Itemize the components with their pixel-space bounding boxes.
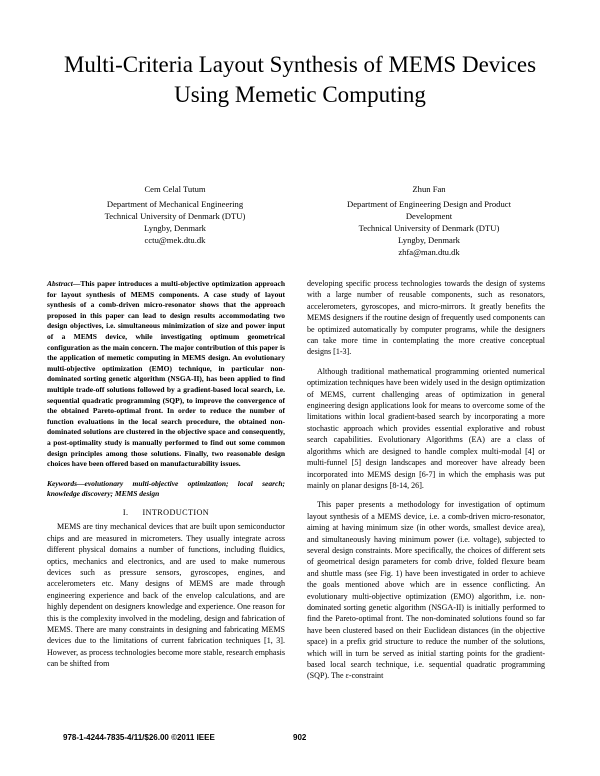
author-university: Technical University of Denmark (DTU) [358, 223, 500, 233]
paper-title [30, 50, 570, 110]
author-email: cctu@mek.dtu.dk [144, 235, 206, 245]
keywords-text: evolutionary multi-objective optimization; local search; knowledge discovery; MEMS design [47, 478, 285, 499]
keywords: Keywords—evolutionary multi-objective optimization; local search; knowledge discovery; MEMS design [47, 478, 285, 499]
author-location: Lyngby, Denmark [398, 235, 460, 245]
keywords-label: Keywords [47, 478, 77, 488]
footer-page-number: 902 [293, 733, 307, 742]
abstract: Abstract—This paper introduces a multi-objective optimization approach for layout synthesis of MEMS components. A case study of layout synthesis of a comb-driven micro-resonator shows that the approach proposed in this paper can lead to design results accommodating two design objectives, i.e. simultaneous minimization of size and power input of a MEMS device, while investigating optimum geometrical configuration as the main concern. The major contribution of this paper is the application of memetic computing in MEMS design. An evolutionary multi-objective optimization (EMO) technique, in particular non-dominated sorting genetic algorithm (NSGA-II), has been applied to find multiple trade-off solutions followed by a gradient-based local search, i.e. sequential quadratic programming (SQP), to improve the convergence of the obtained Pareto-optimal front. In order to reduce the number of function evaluations in the local search procedure, the obtained non-dominated solutions are clustered in the objective space and consequently, a post-optimality study is manually performed to find out some common design principles among those solutions. Finally, two reasonable design choices have been offered based on manufacturability issues. [47, 279, 285, 469]
author-department-cont: Development [405, 211, 453, 221]
author-block-2 [304, 183, 554, 258]
footer-isbn: 978-1-4244-7835-4/11/$26.00 ©2011 IEEE [63, 733, 215, 742]
abstract-label: Abstract [47, 279, 73, 288]
author-department: Department of Mechanical Engineering [106, 199, 244, 209]
intro-paragraph-3: Although traditional mathematical programming oriented numerical optimization techniques have been widely used in the design optimization of MEMS, current challenging areas of optimization in general engineering design applications look for means to overcome some of the limitations within local gradient-based search by incorporating a more stochastic approach which provides essential explorative and robust search capabilities. Evolutionary Algorithms (EA) are a class of algorithms which are designed to handle complex multi-modal [4] or multi-funnel [5] design landscapes and moreover have already been incorporated into MEMS design [6-7] in which the emphasis was put mainly on planar designs [8-14, 26]. [307, 366, 545, 490]
title-line-2: Using Memetic Computing [174, 82, 426, 107]
section-heading-introduction [47, 507, 285, 518]
intro-paragraph-1: MEMS are tiny mechanical devices that are built upon semiconductor chips and are measured in micrometers. They usually integrate across different physical domains a number of functions, including fluidics, optics, mechanics and electronics, and are used to make numerous devices such as pressure sensors, gyroscopes, engines, and accelerometers etc. Many designs of MEMS are made through engineering experience and back of the envelop calculations, and are highly dependent on designers knowledge and experience. One reason for this is the complexity involved in the modeling, design and fabrication of MEMS. There are many constraints in designing and fabricating MEMS devices due to the limitations of current fabrication techniques [1, 3]. However, as process technologies become more stable, research emphasis can be shifted from [47, 522, 285, 669]
author-location: Lyngby, Denmark [144, 223, 206, 233]
author-name: Cem Celal Tutum [144, 184, 206, 194]
intro-paragraph-2: developing specific process technologies towards the design of systems with a large number of reusable components, such as resonators, accelerometers, gyroscopes, and micro-mirrors. It greatly benefits the MEMS designers if the routine design of frequently used components can be optimized automatically by computer programs, while the designers can take more time in contemplating the more creative conceptual designs [1-3]. [307, 279, 545, 357]
intro-paragraph-4: This paper presents a methodology for investigation of optimum layout synthesis of a MEMS device, i.e. a comb-driven micro-resonator, aiming at having minimum size (in other words, smallest device area), and simultaneously having minimum power (i.e. voltage), subjected to several design constraints. More specifically, the choices of different sets of geometrical design parameters for comb drive, folded flexure beam and shuttle mass (see Fig. 1) have been investigated in order to achieve the goals mentioned above which are in essence conflicting. An evolutionary multi-objective optimization (EMO) algorithm, i.e. non-dominated sorting genetic algorithm (NSGA-II) is initially performed to find the Pareto-optimal front. The non-dominated solutions found so far have been clustered based on their Euclidean distances (in the objective space) in a prefix grid structure to reduce the number of the solutions, which will in turn be served as initial starting points for the gradient-based local search technique, i.e. sequential quadratic programming (SQP). The ε-constraint [307, 500, 545, 681]
author-university: Technical University of Denmark (DTU) [104, 211, 246, 221]
right-column [307, 278, 545, 682]
author-name: Zhun Fan [412, 184, 446, 194]
abstract-text: This paper introduces a multi-objective optimization approach for layout synthesis of MEMS components. A case study of layout synthesis of a comb-driven micro-resonator shows that the approach proposed in this paper can lead to design results accommodating two design objectives, i.e. simultaneous minimization of size and power input of a MEMS device, while investigating optimum geometrical configuration as the main concern. The major contribution of this paper is the application of memetic computing in MEMS design. An evolutionary multi-objective optimization (EMO) technique, in particular non-dominated sorting genetic algorithm (NSGA-II), has been applied to find multiple trade-off solutions followed by a gradient-based local search, i.e. sequential quadratic programming (SQP), to improve the convergence of the obtained Pareto-optimal front. In order to reduce the number of function evaluations in the local search procedure, the obtained non-dominated solutions are clustered in the objective space and consequently, a post-optimality study is manually performed to find out some common design principles among those solutions. Finally, two reasonable design choices have been offered based on manufacturability issues. [47, 279, 285, 469]
author-block-1 [50, 183, 300, 246]
author-department: Department of Engineering Design and Product [347, 199, 511, 209]
section-number: I. [122, 507, 129, 517]
left-column [47, 279, 285, 670]
author-email: zhfa@man.dtu.dk [398, 247, 460, 257]
title-line-1: Multi-Criteria Layout Synthesis of MEMS Devices [63, 52, 537, 77]
section-title: INTRODUCTION [142, 507, 210, 517]
